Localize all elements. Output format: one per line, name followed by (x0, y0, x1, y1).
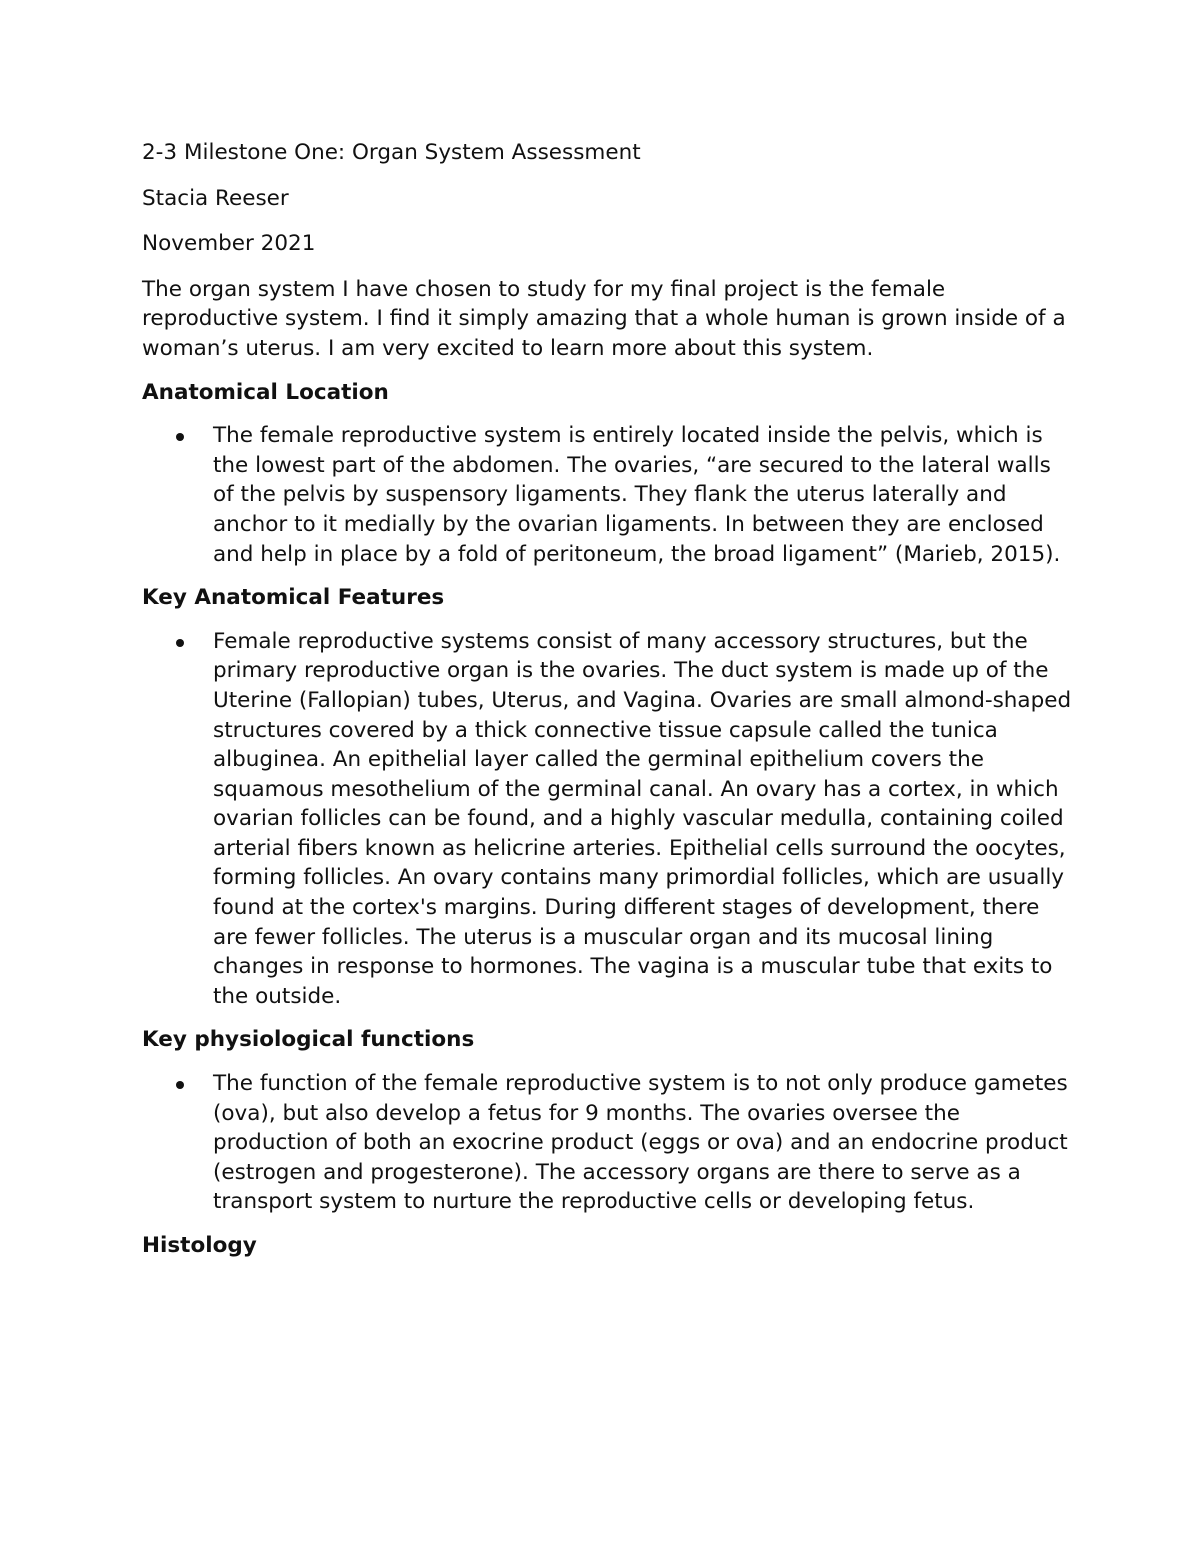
anatomical-location-bullet (142, 421, 1072, 569)
key-physiological-functions-bullet (142, 1069, 1072, 1217)
intro-paragraph: The organ system I have chosen to study for my final project is the female reproductive system. I find it simply amazing that a whole human is grown inside of a woman’s uterus. I am very excited to learn more about this system. (142, 276, 1066, 361)
bullet-icon (176, 433, 184, 441)
section-heading-histology: Histology (142, 1233, 257, 1258)
section-heading-key-physiological-functions: Key physiological functions (142, 1027, 475, 1053)
key-anatomical-features-list (142, 627, 1072, 1012)
bullet-icon (176, 639, 184, 647)
key-anatomical-features-text: Female reproductive systems consist of many accessory structures, but the primary reproductive organ is the ovaries. The duct system is made up of the Uterine (Fallopian) tubes, Uterus, and Vagina. Ovaries are small almond-shaped structures covered by a thick connective tissue capsule called the tunica albuginea. An epithelial layer called the germinal epithelium covers the squamous mesothelium of the germinal canal. An ovary has a cortex, in which ovarian follicles can be found, and a highly vascular medulla, containing coiled arterial fibers known as helicrine arteries. Epithelial cells surround the oocytes, forming follicles. An ovary contains many primordial follicles, which are usually found at the cortex's margins. During different stages of development, there are fewer follicles. The uterus is a muscular organ and its mucosal lining changes in response to hormones. The vagina is a muscular tube that exits to the outside. (213, 628, 1072, 1009)
key-anatomical-features-bullet (142, 627, 1072, 1012)
document-date: November 2021 (142, 231, 316, 257)
key-physiological-functions-list (142, 1069, 1072, 1217)
section-heading-key-anatomical-features: Key Anatomical Features (142, 585, 445, 611)
anatomical-location-text: The female reproductive system is entirely located inside the pelvis, which is the lowest part of the abdomen. The ovaries, “are secured to the lateral walls of the pelvis by suspensory ligaments. They flank the uterus laterally and anchor to it medially by the ovarian ligaments. In between they are enclosed and help in place by a fold of peritoneum, the broad ligament” (Marieb, 2015). (213, 423, 1061, 567)
section-heading-anatomical-location: Anatomical Location (142, 379, 389, 405)
document-page (142, 138, 1072, 1275)
document-title-line: 2-3 Milestone One: Organ System Assessment (142, 140, 641, 165)
key-physiological-functions-text: The function of the female reproductive system is to not only produce gametes (ova), but also develop a fetus for 9 months. The ovaries oversee the production of both an exocrine product (eggs or ova) and an endocrine product (estrogen and progesterone). The accessory organs are there to serve as a transport system to nurture the reproductive cells or developing fetus. (213, 1071, 1068, 1215)
anatomical-location-list (142, 421, 1072, 569)
bullet-icon (176, 1081, 184, 1089)
author-name: Stacia Reeser (142, 185, 289, 211)
